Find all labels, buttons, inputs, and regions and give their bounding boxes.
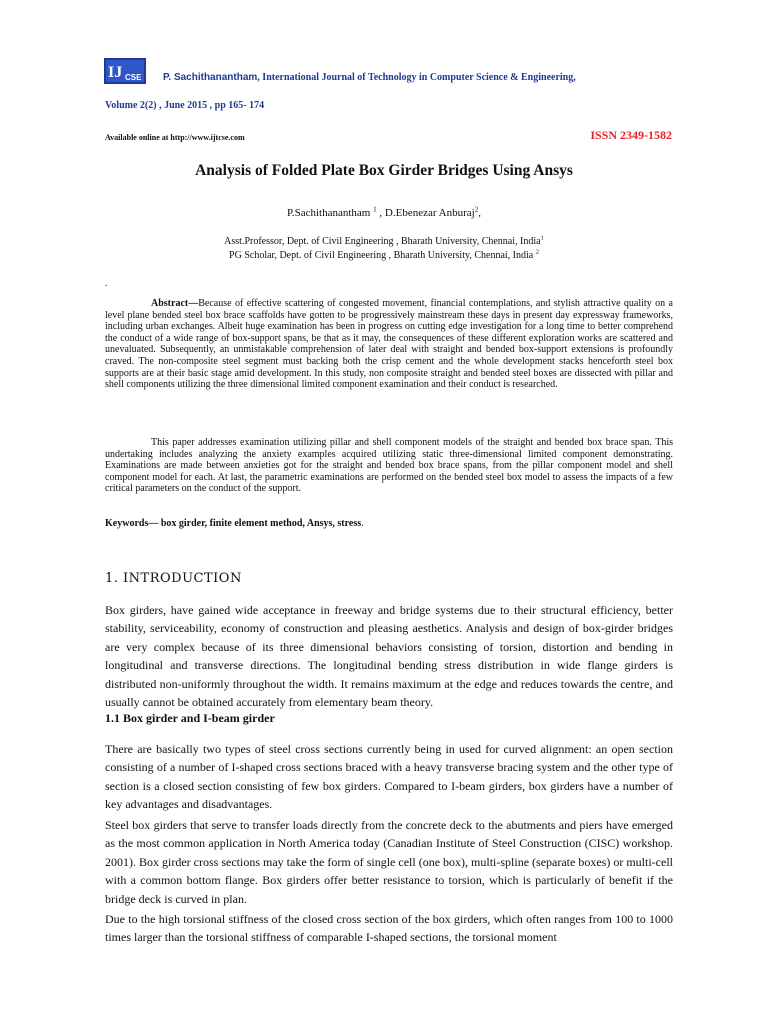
intro-paragraph-3: Steel box girders that serve to transfer loads directly from the concrete deck to the abutments and piers have emerged as the most common application in North America today (Canadian Institute of Steel Construction (CISC) workshop. 2001). Box girder cross sections may take the form of single cell (one box), multi-spline (separate boxes) or multi-cell with a common bottom flange. Box girders offer better resistance to torsion, which is particularly of benefit if the bridge deck is curved in plan. bbox=[105, 818, 673, 906]
abstract-heading: Abstract— bbox=[151, 298, 199, 309]
abstract-paragraph-1 bbox=[105, 298, 673, 391]
abstract-paragraph-2: This paper addresses examination utilizing pillar and shell component models of the straight and bended box brace span. This undertaking includes analyzing the anxiety examples acquired utilizing static three-dimensional limited component demonstrating. Examinations are made between anxieties got for the straight and bended box brace spans, from the pillar component model and shell component model for each. At last, the parametric examinations are performed on the bended steel box model to assess the impacts of a few critical parameters on the conduct of the support. bbox=[105, 437, 673, 495]
intro-paragraph-4: Due to the high torsional stiffness of the closed cross section of the box girders, which often ranges from 100 to 1000 times larger than the torsional stiffness of comparable I-shaped sections, the torsional moment bbox=[105, 912, 673, 945]
affiliation-2-sup: 2 bbox=[535, 248, 539, 256]
author-line bbox=[0, 207, 768, 219]
keywords-end: . bbox=[361, 518, 364, 529]
svg-text:IJ: IJ bbox=[108, 64, 123, 81]
abstract-text-1: Because of effective scattering of congested movement, financial contemplations, and stylish attractive quality on a level plane bended steel box brace scaffolds have gotten to be progressively mainstream these days in present day expressway frameworks, including urban exchanges. Albeit huge examination has been in progress on cutting edge investigation for a long time to better comprehend the conduct of a wide range of box-support spans, be that as it may, the consequences of these different exploration works are scattered and unevaluated. Subsequently, an unmistakable comprehension of later deal with straight and bended box-support extensions is profoundly craved. The non-composite steel segment must backing both the crisp cement and the whole development stacks henceforth steel box supports are at their basic stage amid development. In this study, non composite straight and bended steel boxes are dissected with pillar and shell components utilizing the three dimensional limited component examination and their conduct is researched. bbox=[105, 298, 673, 391]
svg-text:CSE: CSE bbox=[125, 73, 142, 82]
journal-logo bbox=[104, 58, 146, 84]
affiliation-2 bbox=[0, 250, 768, 261]
stray-mark: . bbox=[105, 278, 108, 289]
keywords-value: box girder, finite element method, Ansys, stress bbox=[160, 518, 362, 529]
author-1: P.Sachithanantham bbox=[286, 207, 374, 219]
subsection-heading-box-girder: 1.1 Box girder and I-beam girder bbox=[105, 711, 275, 725]
header-citation bbox=[163, 72, 576, 83]
affiliation-2-text: PG Scholar, Dept. of Civil Engineering , Bharath University, Chennai, India bbox=[229, 250, 536, 261]
keywords-label: Keywords— bbox=[105, 518, 161, 529]
keywords bbox=[105, 518, 364, 529]
author-line-end: , bbox=[478, 207, 482, 219]
author-2: , D.Ebenezar Anburaj bbox=[376, 207, 475, 219]
header-journal: , International Journal of Technology in Computer Science & Engineering, bbox=[257, 72, 576, 83]
affiliation-1-sup: 1 bbox=[540, 234, 544, 242]
paper-title: Analysis of Folded Plate Box Girder Bridges Using Ansys bbox=[195, 162, 573, 179]
section-heading-introduction: 1. INTRODUCTION bbox=[105, 571, 242, 586]
header-available-online: Available online at http://www.ijtcse.com bbox=[105, 133, 245, 142]
author-2-sup: 2 bbox=[474, 205, 479, 214]
header-author: P. Sachithanantham bbox=[163, 72, 258, 83]
affiliation-1 bbox=[0, 236, 768, 247]
affiliation-1-text: Asst.Professor, Dept. of Civil Engineering , Bharath University, Chennai, India bbox=[224, 236, 541, 247]
header-issn: ISSN 2349-1582 bbox=[590, 128, 672, 142]
intro-paragraph-2: There are basically two types of steel cross sections currently being in used for curved alignment: an open section consisting of a number of I-shaped cross sections braced with a heavy transverse bracing system and the other type of section is a closed section consisting of few box girders. Compared to I-beam girders, box girders have a number of key advantages and disadvantages. bbox=[105, 742, 673, 812]
author-1-sup: 1 bbox=[373, 205, 377, 214]
intro-paragraph-1: Box girders, have gained wide acceptance in freeway and bridge systems due to their structural efficiency, better stability, serviceability, economy of construction and pleasing aesthetics. Analysis and design of box-girder bridges are very complex because of its three dimensional behaviors consisting of torsion, distortion and bending in longitudinal and transverse directions. The longitudinal bending stress distribution in wide flange girders is distributed non-uniformly throughout the width. It remains maximum at the edge and reduces towards the centre, and usually cannot be obtained accurately from elementary beam theory. bbox=[105, 603, 673, 710]
header-volume: Volume 2(2) , June 2015 , pp 165- 174 bbox=[105, 100, 265, 111]
